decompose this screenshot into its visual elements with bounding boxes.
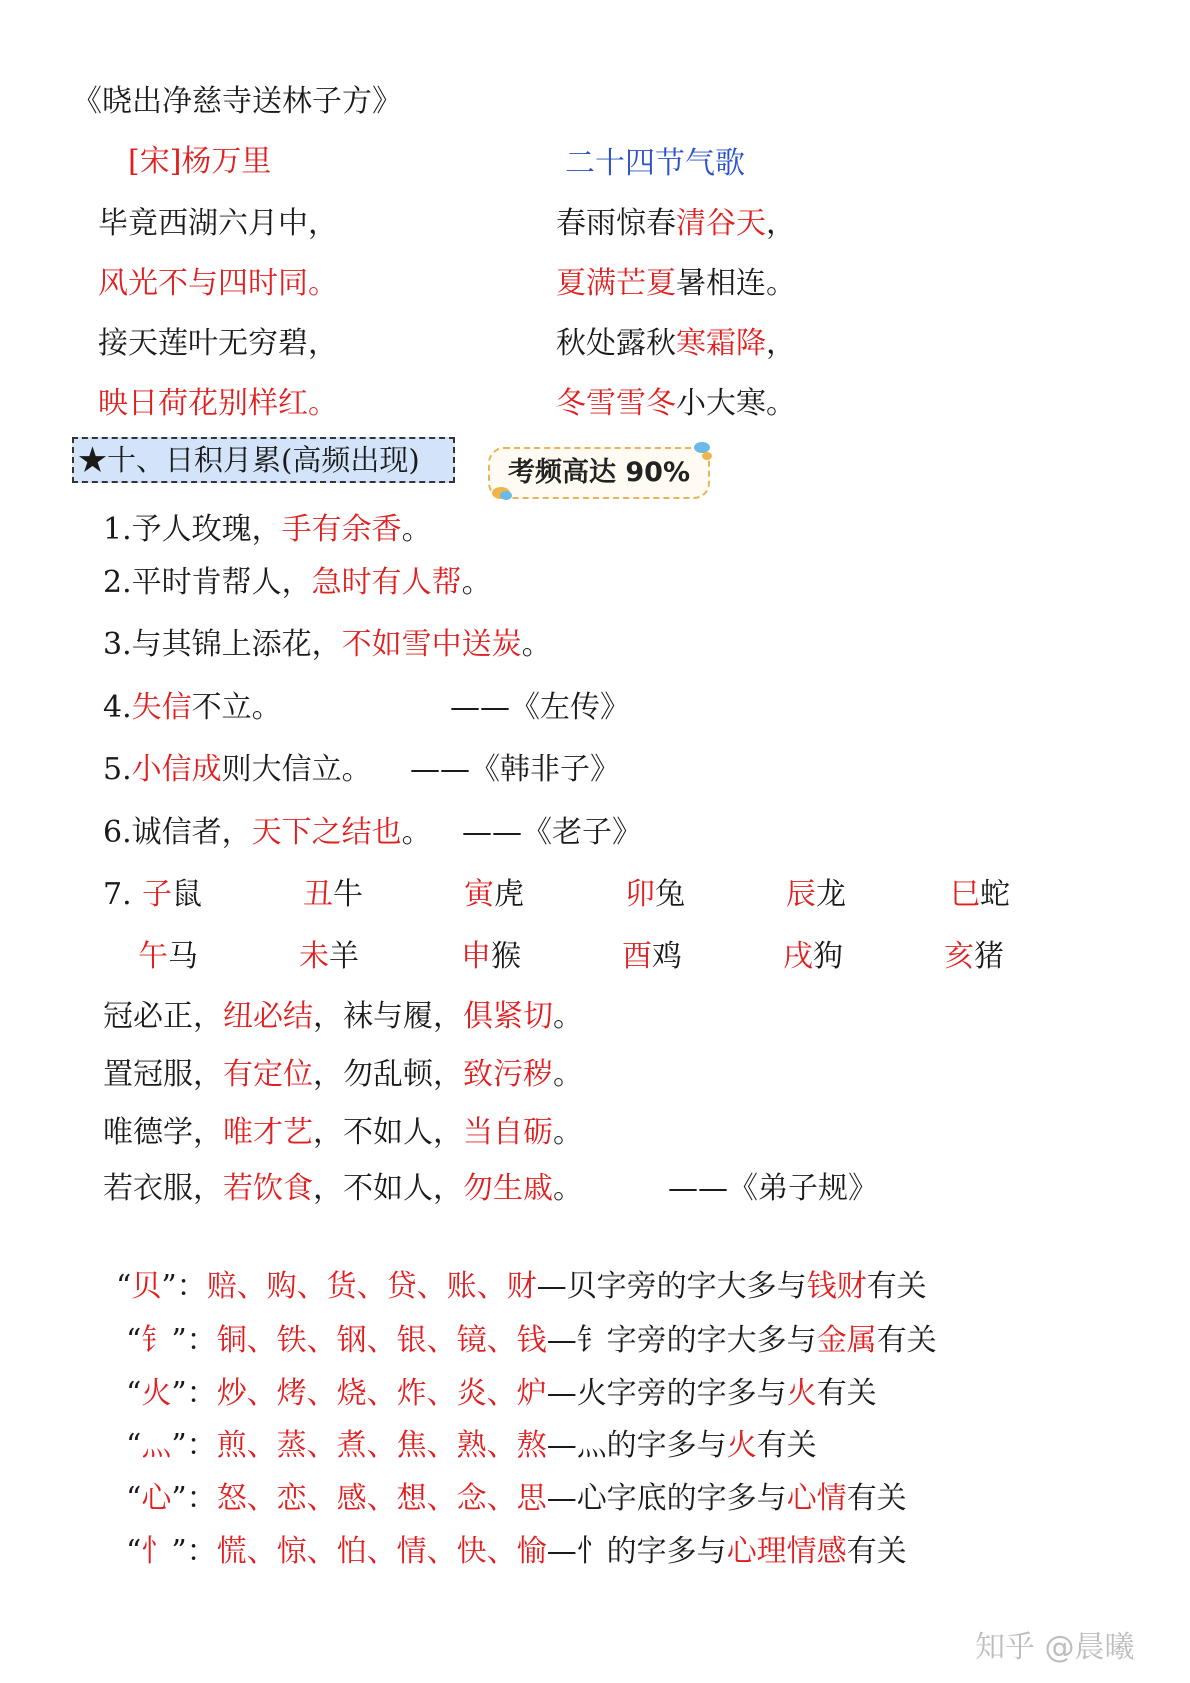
zodiac-item: 丑牛 xyxy=(303,877,363,912)
zodiac-item: 卯兔 xyxy=(625,877,685,912)
zodiac-item: 未羊 xyxy=(299,939,359,974)
section-title: ★十、日积月累(高频出现) xyxy=(72,437,455,483)
poem-line-3: 接天莲叶无穷碧， xyxy=(98,326,338,361)
dizigui-line-3: 唯德学，唯才艺，不如人，当自砺。 xyxy=(103,1115,583,1150)
saying-5-source: ——《韩非子》 xyxy=(410,752,620,787)
poem-line-2: 风光不与四时同。 xyxy=(98,266,338,301)
saying-4-source: ——《左传》 xyxy=(450,690,630,725)
dizigui-line-4: 若衣服，若饮食，不如人，勿生戚。 xyxy=(103,1171,583,1206)
radical-line-5: “心”：怒、恋、感、想、念、思—心字底的字多与心情有关 xyxy=(126,1481,907,1516)
zodiac-item: 酉鸡 xyxy=(622,939,682,974)
watermark: 知乎 @晨曦 xyxy=(975,1630,1135,1665)
zodiac-number: 7. xyxy=(103,877,132,912)
saying-6-source: ——《老子》 xyxy=(462,815,642,850)
poem-line-1: 毕竟西湖六月中， xyxy=(98,206,338,241)
saying-5: 5.小信成则大信立。 xyxy=(103,752,372,787)
saying-3: 3.与其锦上添花，不如雪中送炭。 xyxy=(103,627,552,662)
radical-line-3: “火”：炒、烤、烧、炸、炎、炉—火字旁的字多与火有关 xyxy=(126,1376,877,1411)
badge-decoration-dot xyxy=(702,452,712,460)
zodiac-item: 申猴 xyxy=(461,939,521,974)
zodiac-item: 午马 xyxy=(138,939,198,974)
zodiac-item: 亥猪 xyxy=(944,939,1004,974)
zodiac-item: 辰龙 xyxy=(786,877,846,912)
solar-line-1: 春雨惊春清谷天， xyxy=(556,206,796,241)
radical-line-6: “忄”：慌、惊、怕、情、快、愉—忄的字多与心理情感有关 xyxy=(126,1534,907,1569)
frequency-badge: 考频高达 90% xyxy=(488,447,710,499)
zodiac-item: 戌狗 xyxy=(783,939,843,974)
radical-line-4: “灬”：煎、蒸、煮、焦、熟、熬—灬的字多与火有关 xyxy=(126,1428,817,1463)
zodiac-item: 巳蛇 xyxy=(950,877,1010,912)
saying-1: 1.予人玫瑰，手有余香。 xyxy=(103,512,432,547)
radical-line-1: “贝”：赔、购、货、贷、账、财—贝字旁的字大多与钱财有关 xyxy=(116,1269,927,1304)
dizigui-source: ——《弟子规》 xyxy=(668,1171,878,1206)
poem-line-4: 映日荷花别样红。 xyxy=(98,386,338,421)
poem-title: 《晓出净慈寺送林子方》 xyxy=(72,84,402,119)
solar-terms-title: 二十四节气歌 xyxy=(565,146,745,181)
poem-author: [宋]杨万里 xyxy=(128,144,272,179)
zodiac-item: 子鼠 xyxy=(142,877,202,912)
saying-2: 2.平时肯帮人，急时有人帮。 xyxy=(103,565,492,600)
badge-decoration-dot xyxy=(500,491,512,500)
saying-4: 4.失信不立。 xyxy=(103,690,282,725)
zodiac-item: 寅虎 xyxy=(464,877,524,912)
solar-line-2: 夏满芒夏暑相连。 xyxy=(556,266,796,301)
dizigui-line-1: 冠必正，纽必结，袜与履，俱紧切。 xyxy=(103,999,583,1034)
solar-line-3: 秋处露秋寒霜降， xyxy=(556,326,796,361)
dizigui-line-2: 置冠服，有定位，勿乱顿，致污秽。 xyxy=(103,1057,583,1092)
saying-6: 6.诚信者，天下之结也。 xyxy=(103,815,432,850)
solar-line-4: 冬雪雪冬小大寒。 xyxy=(556,386,796,421)
radical-line-2: “钅”：铜、铁、钢、银、镜、钱—钅字旁的字大多与金属有关 xyxy=(126,1323,937,1358)
